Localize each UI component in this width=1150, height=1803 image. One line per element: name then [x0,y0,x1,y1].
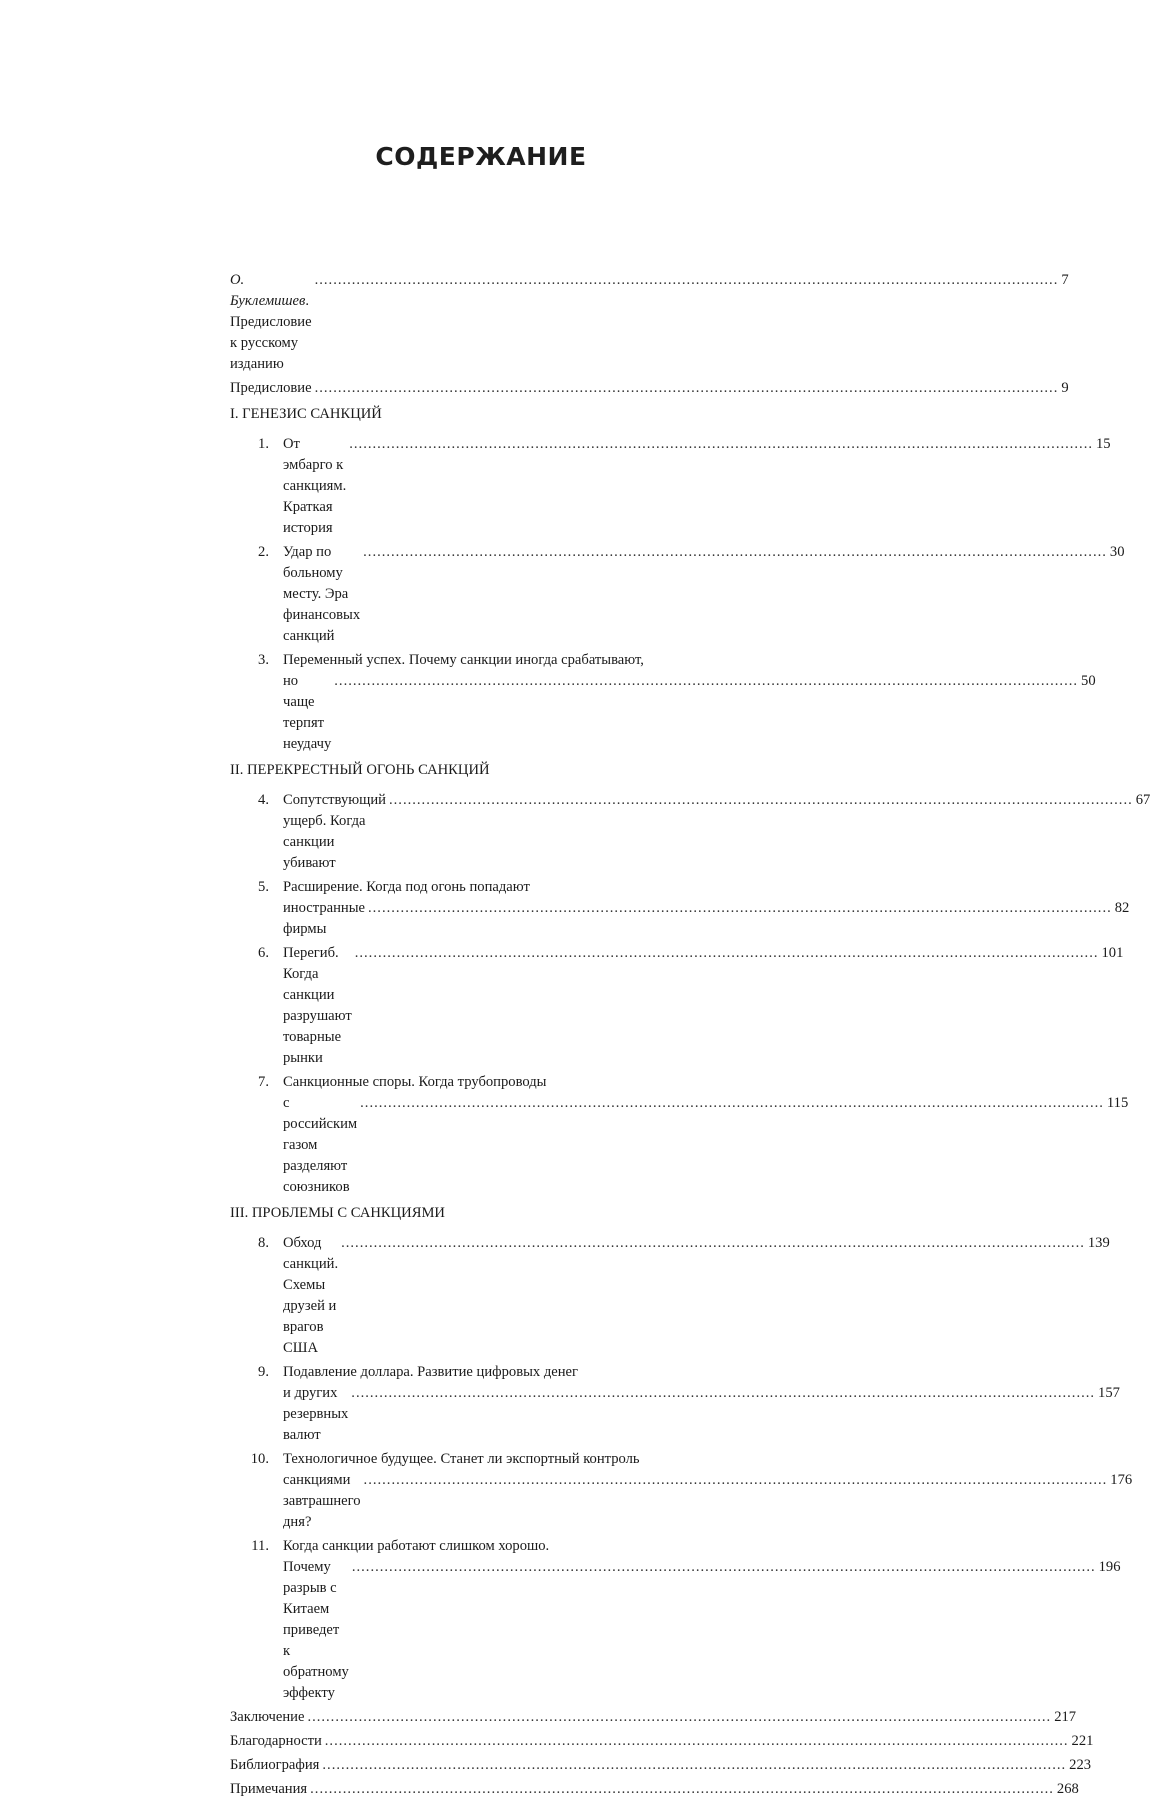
dot-leader [360,1093,1104,1114]
dot-leader [325,1731,1069,1752]
chapter-number: 1. [258,436,269,452]
dot-leader [349,434,1093,455]
dot-leader [315,378,1059,399]
toc-chapter [230,434,1111,539]
page-number: 196 [1098,1559,1121,1575]
chapter-title: От эмбарго к санкциям. Краткая история [283,436,347,536]
chapter-title: и других резервных валют [283,1385,349,1443]
part-heading: I. ГЕНЕЗИС САНКЦИЙ [230,406,382,422]
dot-leader [351,1383,1095,1404]
chapter-title: Удар по больному месту. Эра финансовых санкций [283,544,361,644]
dot-leader [389,790,1133,811]
chapter-number: 5. [258,879,269,895]
toc-chapter [230,1362,1120,1446]
entry-text: Примечания [230,1781,308,1797]
dot-leader [322,1755,1066,1776]
chapter-number: 11. [251,1538,269,1554]
entry-text: Предисловие [230,380,312,396]
chapter-title-line: Переменный успех. Почему санкции иногда срабатывают, [283,652,644,668]
page-number: 223 [1069,1757,1092,1773]
chapter-number: 7. [258,1074,269,1090]
page-number: 217 [1054,1709,1077,1725]
chapter-title: Перегиб. Когда санкции разрушают товарные рынки [283,945,352,1066]
toc-chapter [230,542,1125,647]
page-number: 15 [1096,436,1111,452]
toc-chapter [230,1449,1133,1533]
dot-leader [307,1707,1051,1728]
page-number: 139 [1087,1235,1110,1251]
dot-leader [310,1779,1054,1800]
dot-leader [355,943,1099,964]
page-number: 268 [1056,1781,1079,1797]
page-number: 30 [1109,544,1125,560]
chapter-title-line: Технологичное будущее. Станет ли экспортный контроль [283,1451,640,1467]
chapter-title-line: Санкционные споры. Когда трубопроводы [283,1074,547,1090]
page-number: 9 [1061,380,1069,396]
chapter-number: 6. [258,945,269,961]
toc-entry-acknowledgements [230,1731,1094,1752]
author-name: О. Буклемишев [230,272,306,309]
dot-leader [368,898,1112,919]
chapter-title: Обход санкций. Схемы друзей и врагов США [283,1235,339,1356]
entry-text: Библиография [230,1757,320,1773]
dot-leader [315,270,1059,291]
toc-entry-notes [230,1779,1079,1800]
chapter-title: с российским газом разделяют союзников [283,1095,358,1195]
entry-text: . Предисловие к русскому изданию [230,293,312,372]
chapter-title-line: Когда санкции работают слишком хорошо. [283,1538,550,1554]
toc-chapter [230,1233,1110,1359]
page-number: 7 [1061,272,1069,288]
chapter-title: иностранные фирмы [283,900,365,937]
chapter-number: 8. [258,1235,269,1251]
entry-label [230,270,312,375]
page-title: СОДЕРЖАНИЕ [375,142,587,171]
page-number: 115 [1106,1095,1129,1111]
part-heading: II. ПЕРЕКРЕСТНЫЙ ОГОНЬ САНКЦИЙ [230,762,490,778]
toc-chapter [230,650,1096,755]
entry-text: Заключение [230,1709,305,1725]
dot-leader [363,542,1107,563]
dot-leader [341,1233,1085,1254]
chapter-number: 4. [258,792,269,808]
page-number: 67 [1135,792,1150,808]
chapter-title: Сопутствующий ущерб. Когда санкции убивают [283,792,386,871]
chapter-title: санкциями завтрашнего дня? [283,1472,361,1530]
toc-chapter [230,877,1130,940]
toc-chapter [230,1072,1129,1198]
toc-entry-foreword [230,378,1069,399]
toc-entry-bibliography [230,1755,1092,1776]
dot-leader [334,671,1078,692]
dot-leader [364,1470,1108,1491]
page-number: 157 [1098,1385,1120,1401]
toc-chapter [230,790,1150,874]
entry-text: Благодарности [230,1733,322,1749]
table-of-contents [230,270,1150,1803]
chapter-number: 3. [258,652,269,668]
page-number: 221 [1071,1733,1094,1749]
chapter-title-line: Подавление доллара. Развитие цифровых денег [283,1364,579,1380]
chapter-number: 9. [258,1364,269,1380]
chapter-title: Почему разрыв с Китаем приведет к обратному эффекту [283,1559,349,1701]
toc-entry-conclusion [230,1707,1077,1728]
part-heading: III. ПРОБЛЕМЫ С САНКЦИЯМИ [230,1205,445,1221]
page-number: 82 [1114,900,1130,916]
dot-leader [352,1557,1096,1578]
toc-chapter [230,1536,1121,1704]
chapter-title-line: Расширение. Когда под огонь попадают [283,879,530,895]
page-number: 50 [1081,673,1096,689]
page-number: 176 [1110,1472,1133,1488]
toc-entry-foreword-russian [230,270,1069,375]
toc-chapter [230,943,1124,1069]
chapter-number: 2. [258,544,269,560]
chapter-number: 10. [250,1451,269,1467]
page-number: 101 [1101,945,1124,961]
chapter-title: но чаще терпят неудачу [283,673,332,752]
